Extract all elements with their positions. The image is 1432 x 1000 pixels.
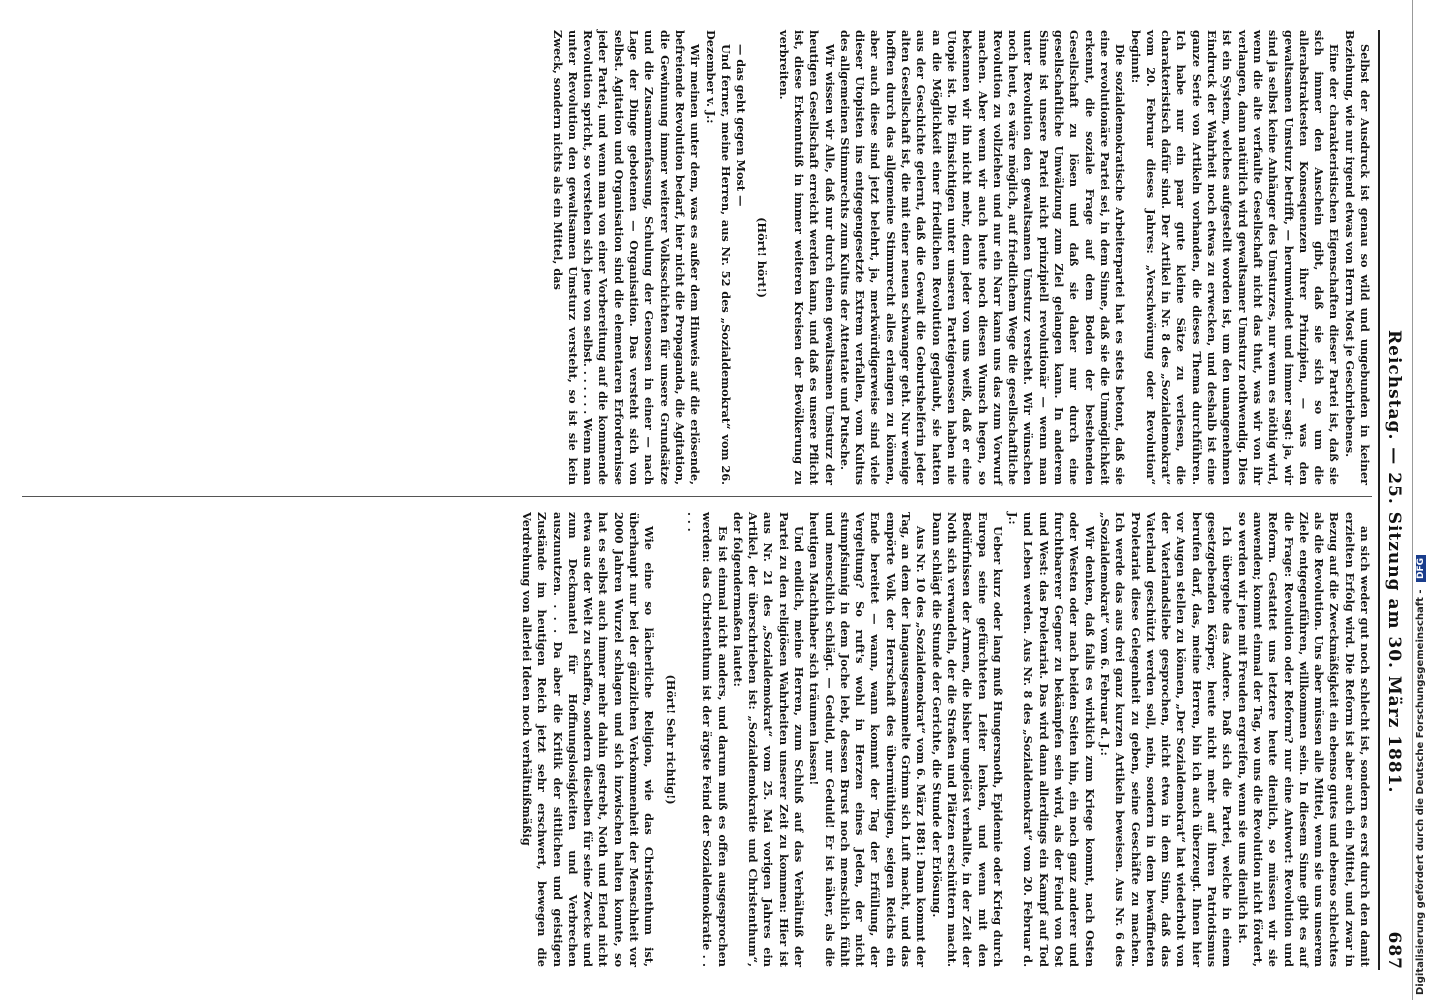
header-rule xyxy=(1378,30,1380,970)
paragraph: Wie eine so lächerliche Religion, wie das Christenthum ist, überhaupt nur bei der gänzlichen Verkommenheit der Menschheit vor 2000 Jahren Wurzel schlagen und sich inzwischen halten konnte, so hat es selbst auch immer mehr dahin gestrebt, Noth und Elend nicht etwa aus der Welt zu schaffen, sondern dieselben für seine Zwecke und zum Deckmantel für Hoffnungslosigkeiten und Verbrechen auszunutzen. . . . Da aber die Kritik der sittlichen und geistigen Zustände im heutigen Reich jetzt sehr erschwert, bewegen die Verdrehung von allerlei Ideen noch verhältnißmäßig xyxy=(519,512,657,967)
paragraph: Selbst der Ausdruck ist genau so wild und ungebunden in keiner Beziehung, wie nur irgend etwas von Herrn Most je Geschriebenes. xyxy=(1342,30,1372,485)
paragraph: Ich übergehe das Andere. Daß sich die Partei, welche in einem gesetzgebenden Körper, heute nicht mehr auf ihren Patriotismus berufen darf, das, meine Herren, bin ich auch überzeugt. Ihnen hier vor Augen stellen zu können, „Der Sozialdemokrat“ hat wiederholt von der Vaterlandsliebe gesprochen, nicht etwa in dem Sinn, daß das Vaterland geschützt werden soll, nein, sondern in dem bewaffneten Proletariat diese Gelegenheit zu geben, seine Geschäfte zu machen. Ich werde das aus drei ganz kurzen Artikeln beweisen. Aus Nr. 6 des „Sozialdemokrat“ vom 6. Februar d. J.: xyxy=(1097,512,1235,967)
interjection: (Hört! Sehr richtig!) xyxy=(663,674,678,805)
header-title: Reichstag. — 25. Sitzung am 30. März 1881. xyxy=(1384,330,1404,794)
side-credit-strip xyxy=(1412,0,1432,1000)
right-column xyxy=(519,512,1372,967)
dfg-logo: DFG xyxy=(1416,555,1426,582)
paragraph: Und ferner, meine Herren, aus Nr. 52 des „Sozialdemokrat“ vom 26. Dezember v. J.: xyxy=(703,30,733,485)
paragraph: Wir meinen unter dem, was es außer dem Hinweis auf die erlösende, befreiende Revolution bedarf, hier nicht die Propaganda, die Agitation, die Gewinnung immer weiterer Volksschichten für unsere Grundsätze und die Zusammenfassung, Schulung der Genossen in einer — nach Lage der Dinge gebotenen — Organisation. Das versteht sich von selbst. Agitation und Organisation sind die elementaren Erfordernisse jeder Partei, und wenn man von einer Vorbereitung auf die kommende Revolution spricht, so verstehen sich jene von selbst. . . . . . . Wenn man unter Revolution den gewaltsamen Umsturz versteht, so ist sie kein Zweck, sondern nichts als ein Mittel, das xyxy=(550,30,703,485)
interjection: (Hört! hört!) xyxy=(755,217,770,298)
paragraph: Aus Nr. 10 des „Sozialdemokrat“ vom 6. März 1881: Dann kommt der Tag, an dem der langausgesammelte Grimm sich Luft macht, und das empörte Volk der Herrschaft des übermüthigen, seigen Reichs ein Ende bereitet — wann, wann kommt der Tag der Erfüllung, der Vergeltung? So ruft's wohl in Herzen eines Jeden, der nicht stumpfsinnig in dem Joche lebt, dessen Brust noch menschlich fühlt und menschlich schlägt. — Geduld, nur Geduld! Er ist näher, als die heutigen Machthaber sich träumen lassen! xyxy=(807,512,929,967)
side-credit xyxy=(1415,195,1426,995)
paragraph: Ueber kurz oder lang muß Hungersnoth, Epidemie oder Krieg durch Europa seine gefürchteten Leiter lenken, und wenn mit den Bedürfnissen der Armen, die bisher ungelöst verhallte, in der Zeit der Noth sich verwandeln, der die Straßen und Plätzen erschüttern macht. Dann schlägt die Stunde der Gerichte, die Stunde der Erlösung. xyxy=(929,512,1005,967)
paragraph: Es ist einmal nicht anders, und darum muß es offen ausgesprochen werden: das Christenthum ist der ärgste Feind der Sozialdemokratie . . . . . xyxy=(684,512,730,967)
paragraph: Eine der charakteristischen Eigenschaften dieser Partei ist, daß sie sich immer den Anschein gibt, daß sie sich so um die allerabstraktesten Konsequenzen ihrer Prinzipien, — was den gewaltsamen Umsturz betrifft, — herumwindet und immer sagt: ja, wir sind ja selbst keine Anhänger des Umsturzes, nur wenn es nöthig wird, wenn die alte verfaulte Gesellschaft nicht das thut, was wir von ihr verlangen, dann natürlich wird gewaltsamer Umsturz nothwendig. Dies ist ein System, welches aufgestellt worden ist, um den unangenehmen Eindruck der Wahrheit noch etwas zu erwecken, und deshalb ist eine ganze Serie von Artikeln vorhanden, die dieses Thema durchführen. Ich habe nur ein paar gute kleine Sätze zu verlesen, die charakteristisch dafür sind. Der Artikel in Nr. 8 des „Sozialdemokrat“ vom 20. Februar dieses Jahres: „Verschwörung oder Revolution“ beginnt: xyxy=(1128,30,1342,485)
page-header xyxy=(1378,30,1404,970)
side-credit-text: Digitalisierung gefördert durch die Deutsche Forschungsgemeinschaft - xyxy=(1415,589,1426,995)
column-divider xyxy=(22,496,1372,497)
paragraph: Die sozialdemokratische Arbeiterpartei hat es stets betont, daß sie eine revolutionäre Partei sei, in dem Sinne, daß sie die Unmöglichkeit erkennt, die soziale Frage auf dem Boden der bestehenden Gesellschaft zu lösen und daß sie daher nur durch eine gesellschaftliche Umwälzung zum Ziel gelangen kann. In anderem Sinne ist unsere Partei nicht prinzipiell revolutionär — wenn man unter Revolution den gewaltsamen Umsturz versteht. Wir wünschen noch heut, es wäre möglich, auf friedlichem Wege die gesellschaftliche Revolution zu vollziehen und nur ein Narr kann uns das zum Vorwurf machen. Aber wenn wir auch heute noch diesen Wunsch hegen, so bekennen wir ihn nicht mehr, denn jeder von uns weiß, daß er eine Utopie ist. Die Einsichtigen unter unseren Parteigenossen haben nie an die Möglichkeit einer friedlichen Revolution geglaubt, sie hatten aus der Geschichte gelernt, daß die Gewalt die Geburtshelferin jeder alten Gesellschaft ist, die mit einer neuen schwanger geht. Nur wenige hofften durch das allgemeine Stimmrecht alles erlangen zu können, aber auch diese sind jetzt belehrt, ja, merkwürdigerweise sind viele dieser Utopisten ins entgegengesetzte Extrem verfallen, vom Kultus des allgemeinen Stimmrechts zum Kultus der Attentate und Putsche. xyxy=(837,30,1128,485)
paragraph: Wir denken, daß falls es wirklich zum Kriege kommt, nach Osten oder Westen oder nach beiden Seiten hin, ein noch ganz anderer und furchtbarerer Gegner zu bekämpfen sein wird, als der Feind von Ost und West: das Proletariat. Das wird dann allerdings ein Kampf auf Tod und Leben werden. Aus Nr. 8 des „Sozialdemokrat“ vom 20. Februar d. J.: xyxy=(1006,512,1097,967)
paragraph: Und endlich, meine Herren, zum Schluß auf das Verhältniß der Partei zu den religiösen Wahrheiten unserer Zeit zu kommen: Hier ist aus Nr. 21 des „Sozialdemokrat“ vom 25. Mai vorigen Jahres ein Artikel, der überschrieben ist: „Sozialdemokratie und Christenthum“, der folgendermaßen lautet: xyxy=(730,512,807,967)
paragraph: Wir wissen wir Alle, daß nur durch einen gewaltsamen Umsturz der heutigen Gesellschaft erreicht werden kann, und daß es unsere Pflicht ist, diese Erkenntniß in immer weiteren Kreisen der Bevölkerung zu verbreiten. xyxy=(776,30,837,485)
paragraph: — das geht gegen Most — xyxy=(734,44,749,207)
left-column xyxy=(549,30,1372,485)
page-number: 687 xyxy=(1384,931,1404,970)
paragraph: an sich weder gut noch schlecht ist, sondern es erst durch den damit erzielten Erfolg wird. Die Reform ist aber auch ein Mittel, und zwar in Bezug auf die Zweckmäßigkeit ein ebenso gutes und ebenso schlechtes als die Revolution. Uns aber müssen alle Mittel, wenn sie uns unserem Ziele entgegenführen, willkommen sein. In diesem Sinne gibt es auf die Frage: Revolution oder Reform? nur eine Antwort: Revolution und Reform. Gestattet uns letztere heute dienlich, so müssen wir sie anwenden; kommt einmal der Tag, wo uns die Revolution nicht fördert, so werden wir jene mit Freuden ergreifen, wenn sie uns dienlich ist. xyxy=(1235,512,1372,967)
